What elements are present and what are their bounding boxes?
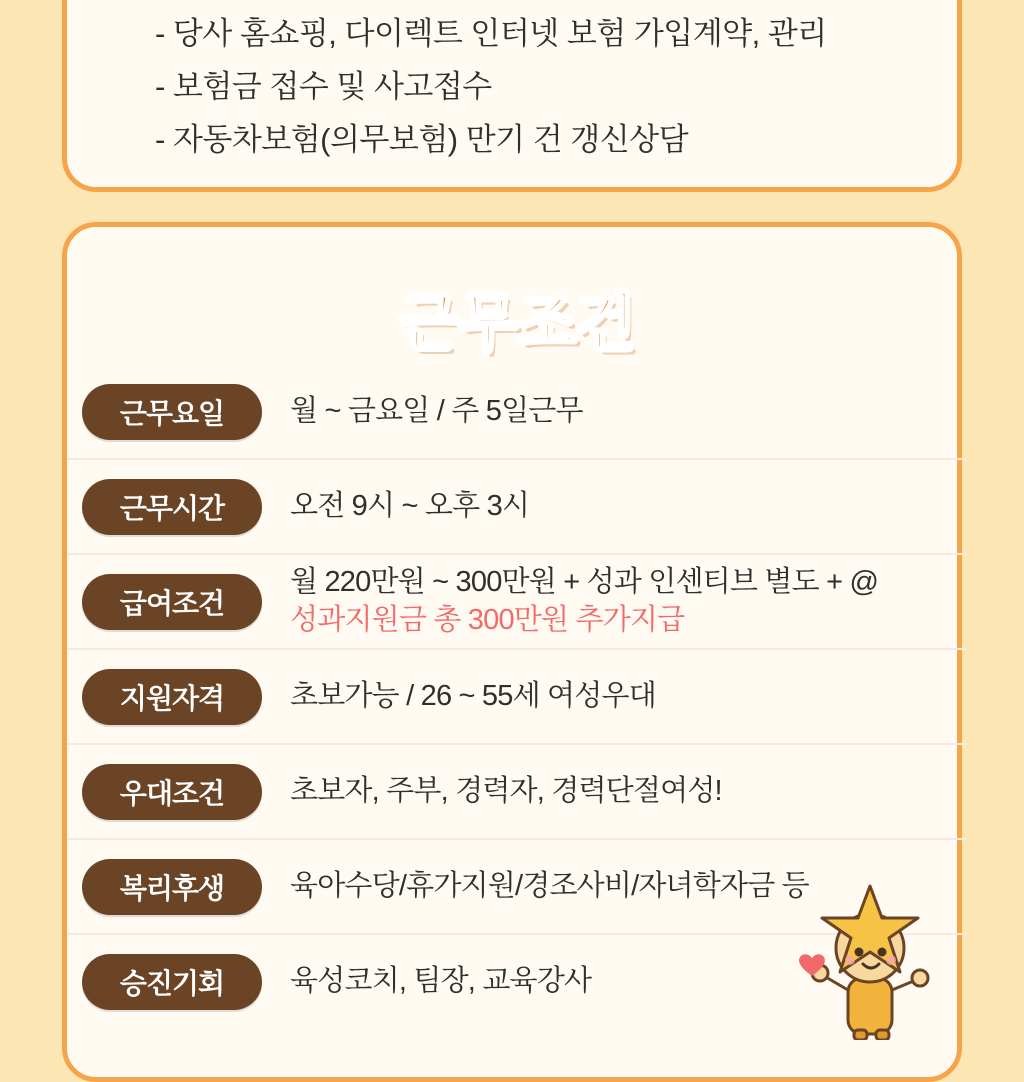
row-value: 육성코치, 팀장, 교육강사 [290, 964, 592, 997]
row-label-chip: 우대조건 [82, 764, 262, 820]
row-body [262, 564, 967, 638]
row-label-chip: 승진기회 [82, 954, 262, 1010]
row-label-chip: 급여조건 [82, 574, 262, 630]
row-value: 월 ~ 금요일 / 주 5일근무 [290, 394, 583, 427]
table-row [67, 555, 967, 650]
list-item: - 당사 홈쇼핑, 다이렉트 인터넷 보험 가입계약, 관리 [155, 16, 827, 51]
table-row [67, 650, 967, 745]
row-body [262, 678, 967, 715]
row-label-chip: 복리후생 [82, 859, 262, 915]
row-body [262, 773, 967, 810]
row-value: 초보자, 주부, 경력자, 경력단절여성! [290, 774, 722, 807]
row-label-chip: 지원자격 [82, 669, 262, 725]
row-label-chip: 근무요일 [82, 384, 262, 440]
duties-card [62, 0, 962, 192]
row-value: 초보가능 / 26 ~ 55세 여성우대 [290, 679, 656, 712]
row-value: 육아수당/휴가지원/경조사비/자녀학자금 등 [290, 869, 809, 902]
list-item: - 자동차보험(의무보험) 만기 건 갱신상담 [155, 122, 689, 157]
row-body [262, 488, 967, 525]
row-value: 월 220만원 ~ 300만원 + 성과 인센티브 별도 + @ [290, 566, 879, 599]
list-item: - 보험금 접수 및 사고접수 [155, 69, 492, 104]
row-value: 오전 9시 ~ 오후 3시 [290, 489, 530, 522]
table-row [67, 745, 967, 840]
section-title: 근무조건 [399, 289, 635, 358]
row-value-highlight: 성과지원금 총 300만원 추가지급 [290, 603, 685, 636]
table-row [67, 365, 967, 460]
row-body [262, 393, 967, 430]
mascot-character-icon [790, 880, 950, 1040]
row-label-chip: 근무시간 [82, 479, 262, 535]
duties-list [155, 7, 945, 166]
table-row [67, 460, 967, 555]
